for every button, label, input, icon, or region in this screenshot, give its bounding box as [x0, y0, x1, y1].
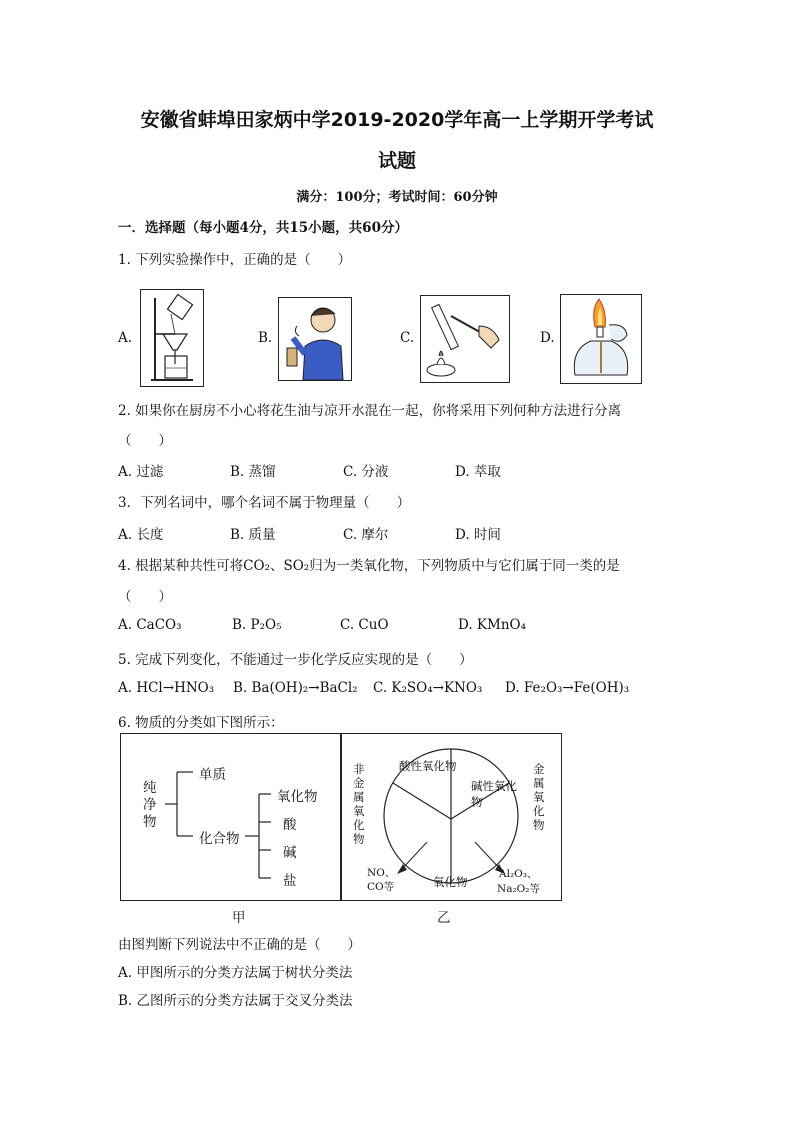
filtration-image: [140, 289, 204, 387]
figure-yi-cross: [340, 733, 562, 901]
question-4-stem: 4. 根据某种共性可将CO₂、SO₂归为一类氧化物，下列物质中与它们属于同一类的是: [118, 558, 620, 574]
q4-option-a: A. CaCO₃: [118, 617, 182, 633]
question-4-paren: （ ）: [118, 589, 172, 605]
alcohol-lamp-image: [560, 294, 642, 384]
q2-option-c: C. 分液: [343, 464, 389, 480]
caption-yi: 乙: [437, 910, 451, 926]
q1-option-a-label: A.: [118, 330, 133, 346]
tree-root-label: 纯净物: [143, 780, 157, 830]
question-3-stem: 3．下列名词中，哪个名词不属于物理量（ ）: [118, 495, 411, 511]
q6-option-a: A. 甲图所示的分类方法属于树状分类法: [118, 965, 353, 981]
q5-option-c: C. K₂SO₄→KNO₃: [373, 680, 483, 696]
tree-leaf-oxide: 氧化物: [277, 789, 318, 805]
nonmetal-oxide-label: 非金属氧化物: [353, 762, 365, 846]
q4-option-b: B. P₂O₅: [232, 617, 282, 633]
q1-option-d-label: D.: [540, 330, 555, 346]
q3-option-d: D. 时间: [455, 527, 501, 543]
person-smelling-icon: [279, 298, 351, 380]
test-tube-heating-icon: [421, 296, 509, 382]
metal-oxide-label: 金属氧化物: [533, 762, 545, 832]
q4-option-c: C. CuO: [340, 617, 389, 633]
question-6-stem: 6. 物质的分类如下图所示：: [118, 715, 284, 731]
figure-jia-tree: [120, 733, 342, 901]
page-title: 安徽省蚌埠田家炳中学2019-2020学年高一上学期开学考试: [140, 109, 654, 131]
q3-option-c: C. 摩尔: [343, 527, 389, 543]
question-1-stem: 1. 下列实验操作中，正确的是（ ）: [118, 252, 352, 268]
heating-test-tube-image: [420, 295, 510, 383]
q5-option-a: A. HCl→HNO₃: [118, 680, 215, 696]
tree-leaf-base: 碱: [283, 845, 297, 861]
q5-option-b: B. Ba(OH)₂→BaCl₂: [233, 680, 358, 696]
tree-leaf-salt: 盐: [283, 873, 297, 889]
question-2-stem: 2. 如果你在厨房不小心将花生油与凉开水混在一起，你将采用下列何种方法进行分离: [118, 403, 622, 419]
section-heading: 一．选择题（每小题4分，共15小题，共60分）: [118, 220, 408, 236]
exam-meta: 满分：100分；考试时间：60分钟: [296, 190, 498, 205]
page-title-line2: 试题: [377, 150, 416, 172]
q5-option-d: D. Fe₂O₃→Fe(OH)₃: [505, 680, 630, 696]
question-2-paren: （ ）: [118, 433, 172, 449]
q1-option-c-label: C.: [400, 330, 415, 346]
tree-leaf-acid: 酸: [283, 817, 297, 833]
question-5-stem: 5. 完成下列变化，不能通过一步化学反应实现的是（ ）: [118, 652, 473, 668]
tree-branch-compound: 化合物: [199, 831, 240, 847]
no-co-example: NO、CO等: [367, 867, 396, 893]
na2o2-example: Na₂O₂等: [497, 883, 540, 895]
q1-option-b-label: B.: [258, 330, 273, 346]
q2-option-b: B. 蒸馏: [230, 464, 276, 480]
oxide-center-label: 氧化物: [433, 875, 468, 889]
q2-option-d: D. 萃取: [455, 464, 501, 480]
q4-option-d: D. KMnO₄: [458, 617, 527, 633]
acidic-oxide-sector: 酸性氧化物: [399, 759, 457, 773]
filtration-icon: [141, 290, 203, 386]
smelling-image: [278, 297, 352, 381]
basic-oxide-sector: 碱性氧化物: [471, 779, 517, 809]
q3-option-a: A. 长度: [118, 527, 164, 543]
question-6-prompt: 由图判断下列说法中不正确的是（ ）: [118, 937, 361, 953]
q2-option-a: A. 过滤: [118, 464, 164, 480]
caption-jia: 甲: [232, 910, 246, 926]
al2o3-example: Al₂O₃、: [499, 868, 538, 880]
q3-option-b: B. 质量: [230, 527, 276, 543]
q6-option-b: B. 乙图所示的分类方法属于交叉分类法: [118, 993, 353, 1009]
alcohol-lamp-icon: [561, 295, 641, 383]
tree-branch-element: 单质: [199, 767, 226, 783]
